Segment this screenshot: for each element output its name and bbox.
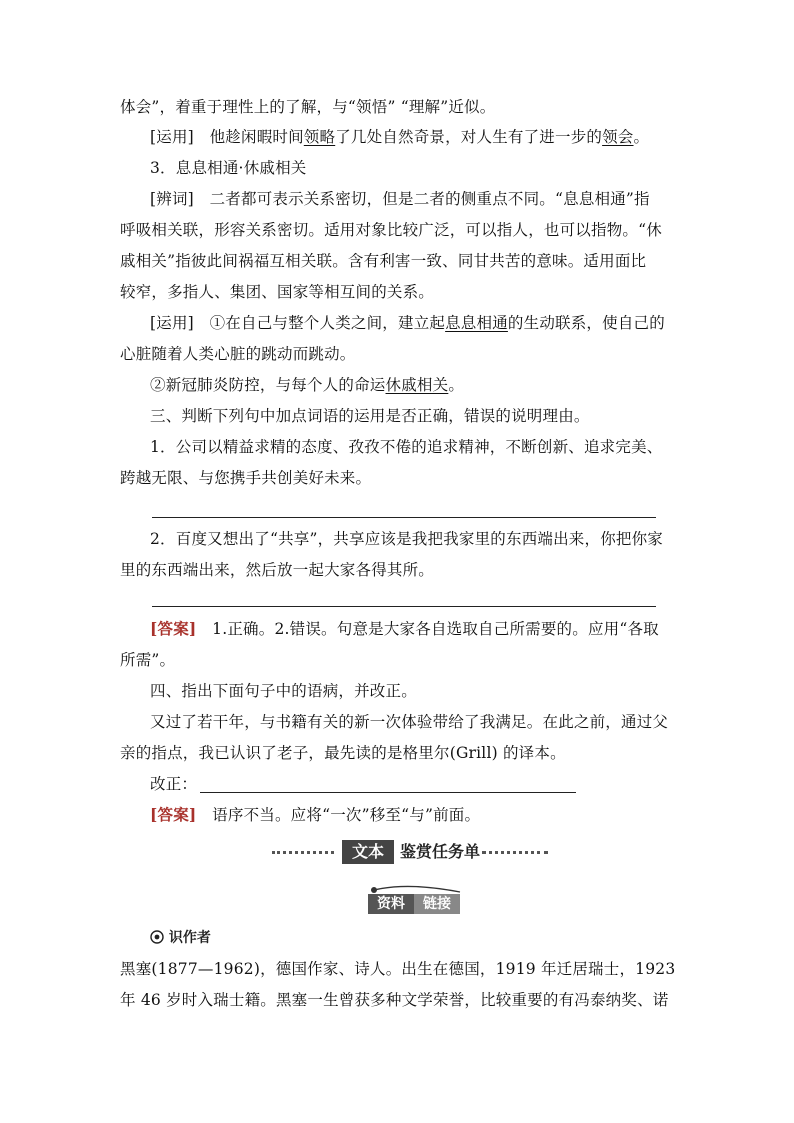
question-text: 亲的指点，我已认识了老子，最先读的是格里尔(Grill) 的译本。 xyxy=(120,744,566,762)
text-line: 心脏随着人类心脏的跳动而跳动。 xyxy=(120,345,356,363)
answer-line xyxy=(150,618,659,640)
underlined-word: 息息相通 xyxy=(445,314,508,332)
underlined-word: 领略 xyxy=(303,128,336,146)
correction-blank-line[interactable] xyxy=(200,792,576,793)
section-heading: 3．息息相通·休戚相关 xyxy=(150,159,307,177)
text-span: ②新冠肺炎防控，与每个人的命运 xyxy=(150,376,386,394)
question-text: 1．公司以精益求精的态度、孜孜不倦的追求精神，不断创新、追求完美、 xyxy=(150,438,663,456)
text-line: 年 46 岁时入瑞士籍。黑塞一生曾获多种文学荣誉，比较重要的有冯泰纳奖、诺 xyxy=(120,991,669,1009)
section-heading: 三、判断下列句中加点词语的运用是否正确，错误的说明理由。 xyxy=(150,407,590,425)
answer-text: 1.正确。2.错误。句意是大家各自选取自己所需要的。应用“各取 xyxy=(196,620,659,638)
underlined-word: 休戚相关 xyxy=(385,376,449,394)
banner-dots-right xyxy=(482,851,548,854)
section-heading: 四、指出下面句子中的语病，并改正。 xyxy=(150,682,417,700)
section-banner xyxy=(272,840,548,864)
answer-tag: [答案] xyxy=(150,619,197,638)
answer-tag: [答案] xyxy=(150,805,197,824)
answer-line xyxy=(150,804,480,826)
text-line: 体会”，着重于理性上的了解，与“领悟” “理解”近似。 xyxy=(120,98,496,116)
question-text: 跨越无限、与您携手共创美好未来。 xyxy=(120,469,372,487)
text-line: 黑塞(1877—1962)，德国作家、诗人。出生在德国，1919 年迁居瑞士，1923 xyxy=(120,960,676,978)
text-span: 。 xyxy=(448,376,465,394)
text-span: 了几处自然奇景，对人生有了进一步的 xyxy=(335,128,603,146)
link-badge-part1: 资料 xyxy=(368,894,414,914)
text-line xyxy=(150,374,464,396)
author-heading xyxy=(150,928,211,948)
text-span: [运用] 他趁闲暇时间 xyxy=(150,128,304,146)
text-span: 的生动联系，使自己的 xyxy=(507,314,665,332)
resource-link-badge xyxy=(368,884,464,916)
text-span: 。 xyxy=(633,128,650,146)
banner-title: 鉴赏任务单 xyxy=(400,842,481,861)
author-heading-label: 识作者 xyxy=(168,930,211,946)
text-line: 呼吸相关联，形容关系密切。适用对象比较广泛，可以指人，也可以指物。“休 xyxy=(120,221,662,239)
text-line: 较窄，多指人、集团、国家等相互间的关系。 xyxy=(120,283,435,301)
link-badge-part2: 链接 xyxy=(414,894,460,914)
answer-text: 语序不当。应将“一次”移至“与”前面。 xyxy=(196,806,481,824)
underlined-word: 领会 xyxy=(602,128,634,146)
text-line xyxy=(150,126,649,148)
answer-blank-line[interactable] xyxy=(152,606,656,607)
target-icon xyxy=(150,930,164,944)
answer-text: 所需”。 xyxy=(120,651,176,669)
answer-blank-line[interactable] xyxy=(152,517,656,518)
banner-dots-left xyxy=(272,851,334,854)
text-line: 戚相关”指彼此间祸福互相关联。含有利害一致、同甘共苦的意味。适用面比 xyxy=(120,252,647,270)
question-text: 2．百度又想出了“共享”，共享应该是我把我家里的东西端出来，你把你家 xyxy=(150,530,664,548)
question-text: 又过了若干年，与书籍有关的新一次体验带给了我满足。在此之前，通过父 xyxy=(150,713,669,731)
text-line xyxy=(150,312,665,334)
text-line: [辨词] 二者都可表示关系密切，但是二者的侧重点不同。“息息相通”指 xyxy=(150,190,650,208)
text-span: [运用] ①在自己与整个人类之间，建立起 xyxy=(150,314,446,332)
correction-label: 改正： xyxy=(150,775,198,793)
banner-tag: 文本 xyxy=(342,840,394,864)
question-text: 里的东西端出来，然后放一起大家各得其所。 xyxy=(120,561,435,579)
